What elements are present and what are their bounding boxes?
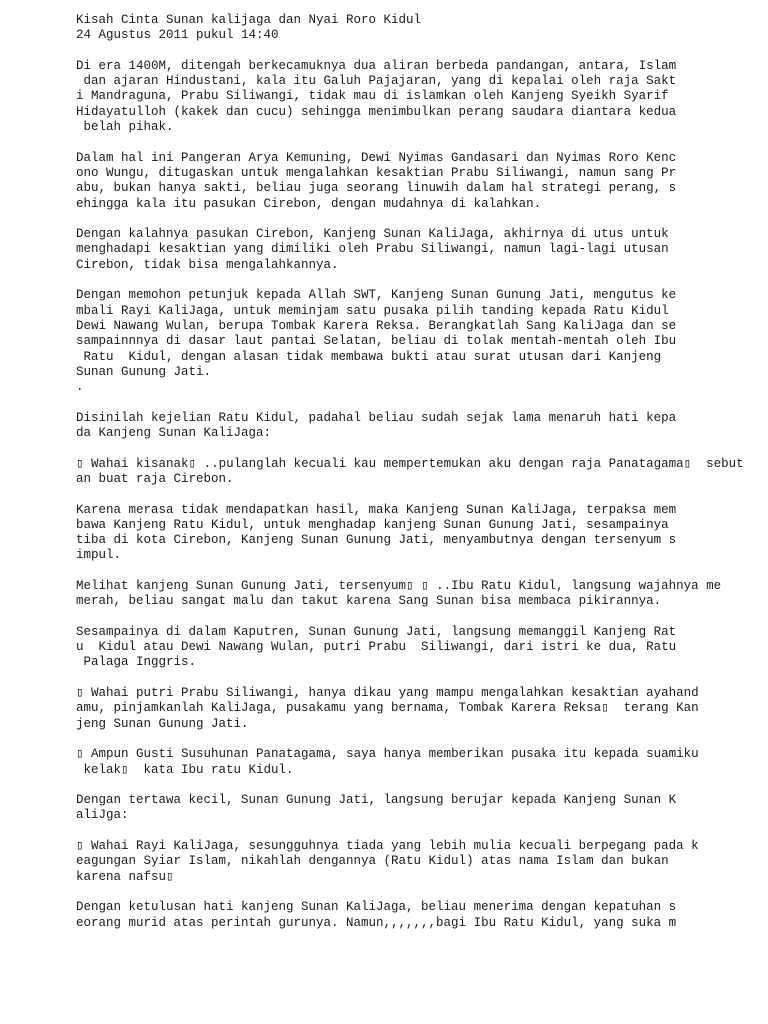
text-line: ▯ Wahai putri Prabu Siliwangi, hanya dikau yang mampu mengalahkan kesaktian ayahand bbox=[76, 686, 699, 701]
text-line: karena nafsu▯ bbox=[76, 869, 182, 884]
text-line: Ratu Kidul, dengan alasan tidak membawa bukti atau surat utusan dari Kanjeng bbox=[76, 349, 662, 364]
paragraph bbox=[76, 457, 746, 488]
paragraph bbox=[76, 900, 746, 931]
text-line: Disinilah kejelian Ratu Kidul, padahal beliau sudah sejak lama menaruh hati kepa bbox=[76, 410, 677, 425]
text-line: Sesampainya di dalam Kaputren, Sunan Gunung Jati, langsung memanggil Kanjeng Rat bbox=[76, 624, 677, 639]
blank-line bbox=[76, 885, 746, 900]
text-line: dan ajaran Hindustani, kala itu Galuh Pajajaran, yang di kepalai oleh raja Sakt bbox=[76, 74, 677, 89]
blank-line bbox=[76, 273, 746, 288]
text-line: abu, bukan hanya sakti, beliau juga seorang linuwih dalam hal strategi perang, s bbox=[76, 181, 677, 196]
text-line: da Kanjeng Sunan KaliJaga: bbox=[76, 426, 272, 441]
text-line: Palaga Inggris. bbox=[76, 655, 197, 670]
paragraph bbox=[76, 686, 746, 732]
text-line: jeng Sunan Gunung Jati. bbox=[76, 716, 249, 731]
text-line: bawa Kanjeng Ratu Kidul, untuk menghadap kanjeng Sunan Gunung Jati, sesampainya bbox=[76, 517, 669, 532]
text-line: Dengan tertawa kecil, Sunan Gunung Jati, langsung berujar kepada Kanjeng Sunan K bbox=[76, 793, 677, 808]
blank-line bbox=[76, 487, 746, 502]
text-line: menghadapi kesaktian yang dimiliki oleh Prabu Siliwangi, namun lagi-lagi utusan bbox=[76, 242, 669, 257]
document-title: Kisah Cinta Sunan kalijaga dan Nyai Roro Kidul bbox=[76, 13, 422, 27]
text-line: kelak▯ kata Ibu ratu Kidul. bbox=[76, 762, 294, 777]
text-line: ▯ Ampun Gusti Susuhunan Panatagama, saya hanya memberikan pusaka itu kepada suamiku bbox=[76, 747, 699, 762]
text-line: Sunan Gunung Jati. bbox=[76, 364, 212, 379]
document-date: 24 Agustus 2011 pukul 14:40 bbox=[76, 28, 279, 43]
text-line: Dewi Nawang Wulan, berupa Tombak Karera Reksa. Berangkatlah Sang KaliJaga dan se bbox=[76, 318, 677, 333]
paragraph bbox=[76, 793, 746, 824]
paragraph bbox=[76, 579, 746, 610]
blank-line bbox=[76, 732, 746, 747]
text-line: tiba di kota Cirebon, Kanjeng Sunan Gunung Jati, menyambutnya dengan tersenyum s bbox=[76, 533, 677, 548]
blank-line bbox=[76, 610, 746, 625]
blank-line bbox=[76, 44, 746, 59]
text-line: merah, beliau sangat malu dan takut karena Sang Sunan bisa membaca pikirannya. bbox=[76, 594, 662, 609]
blank-line bbox=[76, 135, 746, 150]
text-line: amu, pinjamkanlah KaliJaga, pusakamu yang bernama, Tombak Karera Reksa▯ terang Kan bbox=[76, 701, 699, 716]
text-line: ono Wungu, ditugaskan untuk mengalahkan kesaktian Prabu Siliwangi, namun sang Pr bbox=[76, 165, 677, 180]
text-line: Melihat kanjeng Sunan Gunung Jati, tersenyum▯ ▯ ..Ibu Ratu Kidul, langsung wajahnya me bbox=[76, 578, 722, 593]
document-page bbox=[76, 13, 746, 931]
text-line: mbali Rayi KaliJaga, untuk meminjam satu pusaka pilih tanding kepada Ratu Kidul bbox=[76, 303, 669, 318]
blank-line bbox=[76, 212, 746, 227]
paragraph bbox=[76, 151, 746, 212]
blank-line bbox=[76, 564, 746, 579]
text-line: Dalam hal ini Pangeran Arya Kemuning, Dewi Nyimas Gandasari dan Nyimas Roro Kenc bbox=[76, 150, 677, 165]
text-line: Hidayatulloh (kakek dan cucu) sehingga menimbulkan perang saudara diantara kedua bbox=[76, 104, 677, 119]
text-line: belah pihak. bbox=[76, 120, 174, 135]
paragraph bbox=[76, 839, 746, 885]
text-line: i Mandraguna, Prabu Siliwangi, tidak mau di islamkan oleh Kanjeng Syeikh Syarif bbox=[76, 89, 669, 104]
text-line: aliJga: bbox=[76, 808, 129, 823]
text-line: . bbox=[76, 380, 84, 395]
text-line: ehingga kala itu pasukan Cirebon, dengan mudahnya di kalahkan. bbox=[76, 196, 542, 211]
paragraph bbox=[76, 411, 746, 442]
text-line: u Kidul atau Dewi Nawang Wulan, putri Prabu Siliwangi, dari istri ke dua, Ratu bbox=[76, 640, 677, 655]
paragraph bbox=[76, 59, 746, 135]
text-line: Karena merasa tidak mendapatkan hasil, maka Kanjeng Sunan KaliJaga, terpaksa mem bbox=[76, 502, 677, 517]
text-line: an buat raja Cirebon. bbox=[76, 471, 234, 486]
blank-line bbox=[76, 824, 746, 839]
text-line: Dengan kalahnya pasukan Cirebon, Kanjeng Sunan KaliJaga, akhirnya di utus untuk bbox=[76, 227, 669, 242]
text-line: Di era 1400M, ditengah berkecamuknya dua aliran berbeda pandangan, antara, Islam bbox=[76, 58, 677, 73]
text-line: eagungan Syiar Islam, nikahlah dengannya (Ratu Kidul) atas nama Islam dan bukan bbox=[76, 854, 669, 869]
text-line: Cirebon, tidak bisa mengalahkannya. bbox=[76, 257, 339, 272]
blank-line bbox=[76, 778, 746, 793]
paragraph bbox=[76, 625, 746, 671]
blank-line bbox=[76, 395, 746, 410]
text-line: eorang murid atas perintah gurunya. Namun,,,,,,,bagi Ibu Ratu Kidul, yang suka m bbox=[76, 915, 677, 930]
paragraph bbox=[76, 503, 746, 564]
text-line: impul. bbox=[76, 548, 122, 563]
text-line: ▯ Wahai kisanak▯ ..pulanglah kecuali kau mempertemukan aku dengan raja Panatagama▯ sebut bbox=[76, 456, 744, 471]
blank-line bbox=[76, 441, 746, 456]
paragraph bbox=[76, 227, 746, 273]
text-line: Dengan memohon petunjuk kepada Allah SWT, Kanjeng Sunan Gunung Jati, mengutus ke bbox=[76, 288, 677, 303]
paragraph bbox=[76, 747, 746, 778]
text-line: Dengan ketulusan hati kanjeng Sunan KaliJaga, beliau menerima dengan kepatuhan s bbox=[76, 900, 677, 915]
text-line: ▯ Wahai Rayi KaliJaga, sesungguhnya tiada yang lebih mulia kecuali berpegang pada k bbox=[76, 839, 699, 854]
paragraph bbox=[76, 288, 746, 395]
blank-line bbox=[76, 671, 746, 686]
text-line: sampainnnya di dasar laut pantai Selatan, beliau di tolak mentah-mentah oleh Ibu bbox=[76, 334, 677, 349]
